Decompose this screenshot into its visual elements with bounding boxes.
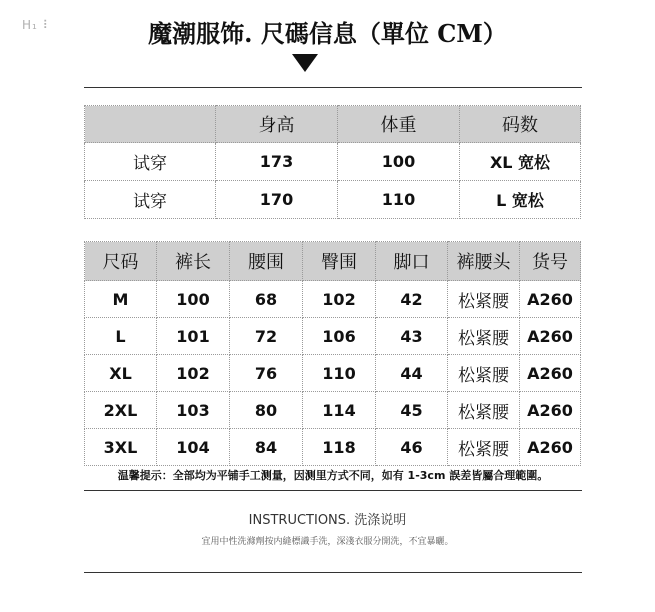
fit-table <box>84 105 581 219</box>
measurement-note: 温馨提示：全部均为平铺手工测量，因测里方式不同，如有 1-3cm 誤差皆屬合理範圍。 <box>117 469 549 482</box>
table-cell: 76 <box>230 355 303 392</box>
table-cell: 松紧腰 <box>448 355 520 392</box>
table-row <box>85 143 581 181</box>
header-cell: 码数 <box>460 106 581 143</box>
table-cell: A260 <box>520 355 581 392</box>
table-cell: 72 <box>230 318 303 355</box>
instructions-text: 宜用中性洗滌劑按内縫標識手洗，深淺衣服分開洗，不宜暴曬。 <box>201 537 454 547</box>
table-cell: 松紧腰 <box>448 392 520 429</box>
table-cell: 114 <box>303 392 376 429</box>
header-cell: 身高 <box>216 106 338 143</box>
table-cell: 173 <box>216 143 338 181</box>
instructions-title: INSTRUCTIONS. 洗涤说明 <box>248 513 407 528</box>
table-cell: 102 <box>157 355 230 392</box>
table-cell: 110 <box>338 181 460 219</box>
table-cell: 松紧腰 <box>448 281 520 318</box>
table-cell: 68 <box>230 281 303 318</box>
header-cell: 脚口 <box>376 242 448 281</box>
table-cell: A260 <box>520 281 581 318</box>
table-cell: 试穿 <box>85 181 216 219</box>
table-row <box>85 392 581 429</box>
table-cell: 80 <box>230 392 303 429</box>
table-cell: 103 <box>157 392 230 429</box>
table-row <box>85 355 581 392</box>
table-cell: 104 <box>157 429 230 466</box>
table-row <box>85 281 581 318</box>
table-cell: 42 <box>376 281 448 318</box>
table-cell: 43 <box>376 318 448 355</box>
header-cell <box>85 106 216 143</box>
header-cell: 体重 <box>338 106 460 143</box>
table-cell: 44 <box>376 355 448 392</box>
header-cell: 裤长 <box>157 242 230 281</box>
drag-handle-icon[interactable]: H₁ ⠇ <box>22 18 53 32</box>
table-cell: 2XL <box>85 392 157 429</box>
table-cell: 3XL <box>85 429 157 466</box>
table-cell: A260 <box>520 429 581 466</box>
table-cell: XL <box>85 355 157 392</box>
down-arrow-icon <box>292 54 318 72</box>
table-cell: M <box>85 281 157 318</box>
table-cell: 101 <box>157 318 230 355</box>
divider-bottom <box>84 572 582 573</box>
table-cell: L 宽松 <box>460 181 581 219</box>
table-row <box>85 429 581 466</box>
size-table-header <box>85 242 581 281</box>
table-cell: L <box>85 318 157 355</box>
table-cell: 松紧腰 <box>448 429 520 466</box>
table-cell: 118 <box>303 429 376 466</box>
header-cell: 腰围 <box>230 242 303 281</box>
table-cell: 松紧腰 <box>448 318 520 355</box>
table-row <box>85 318 581 355</box>
fit-table-header <box>85 106 581 143</box>
table-cell: 110 <box>303 355 376 392</box>
table-cell: 106 <box>303 318 376 355</box>
table-cell: XL 宽松 <box>460 143 581 181</box>
table-cell: 84 <box>230 429 303 466</box>
table-cell: A260 <box>520 392 581 429</box>
header-cell: 臀围 <box>303 242 376 281</box>
table-cell: 170 <box>216 181 338 219</box>
table-cell: 100 <box>338 143 460 181</box>
table-row <box>85 181 581 219</box>
header-cell: 裤腰头 <box>448 242 520 281</box>
page-title: 魔潮服饰. 尺碼信息（單位 CM） <box>148 19 507 48</box>
table-cell: 102 <box>303 281 376 318</box>
table-cell: 46 <box>376 429 448 466</box>
divider-top <box>84 87 582 88</box>
header-cell: 货号 <box>520 242 581 281</box>
divider-middle <box>84 490 582 491</box>
table-cell: 试穿 <box>85 143 216 181</box>
header-cell: 尺码 <box>85 242 157 281</box>
table-cell: A260 <box>520 318 581 355</box>
size-table <box>84 241 581 466</box>
table-cell: 100 <box>157 281 230 318</box>
table-cell: 45 <box>376 392 448 429</box>
